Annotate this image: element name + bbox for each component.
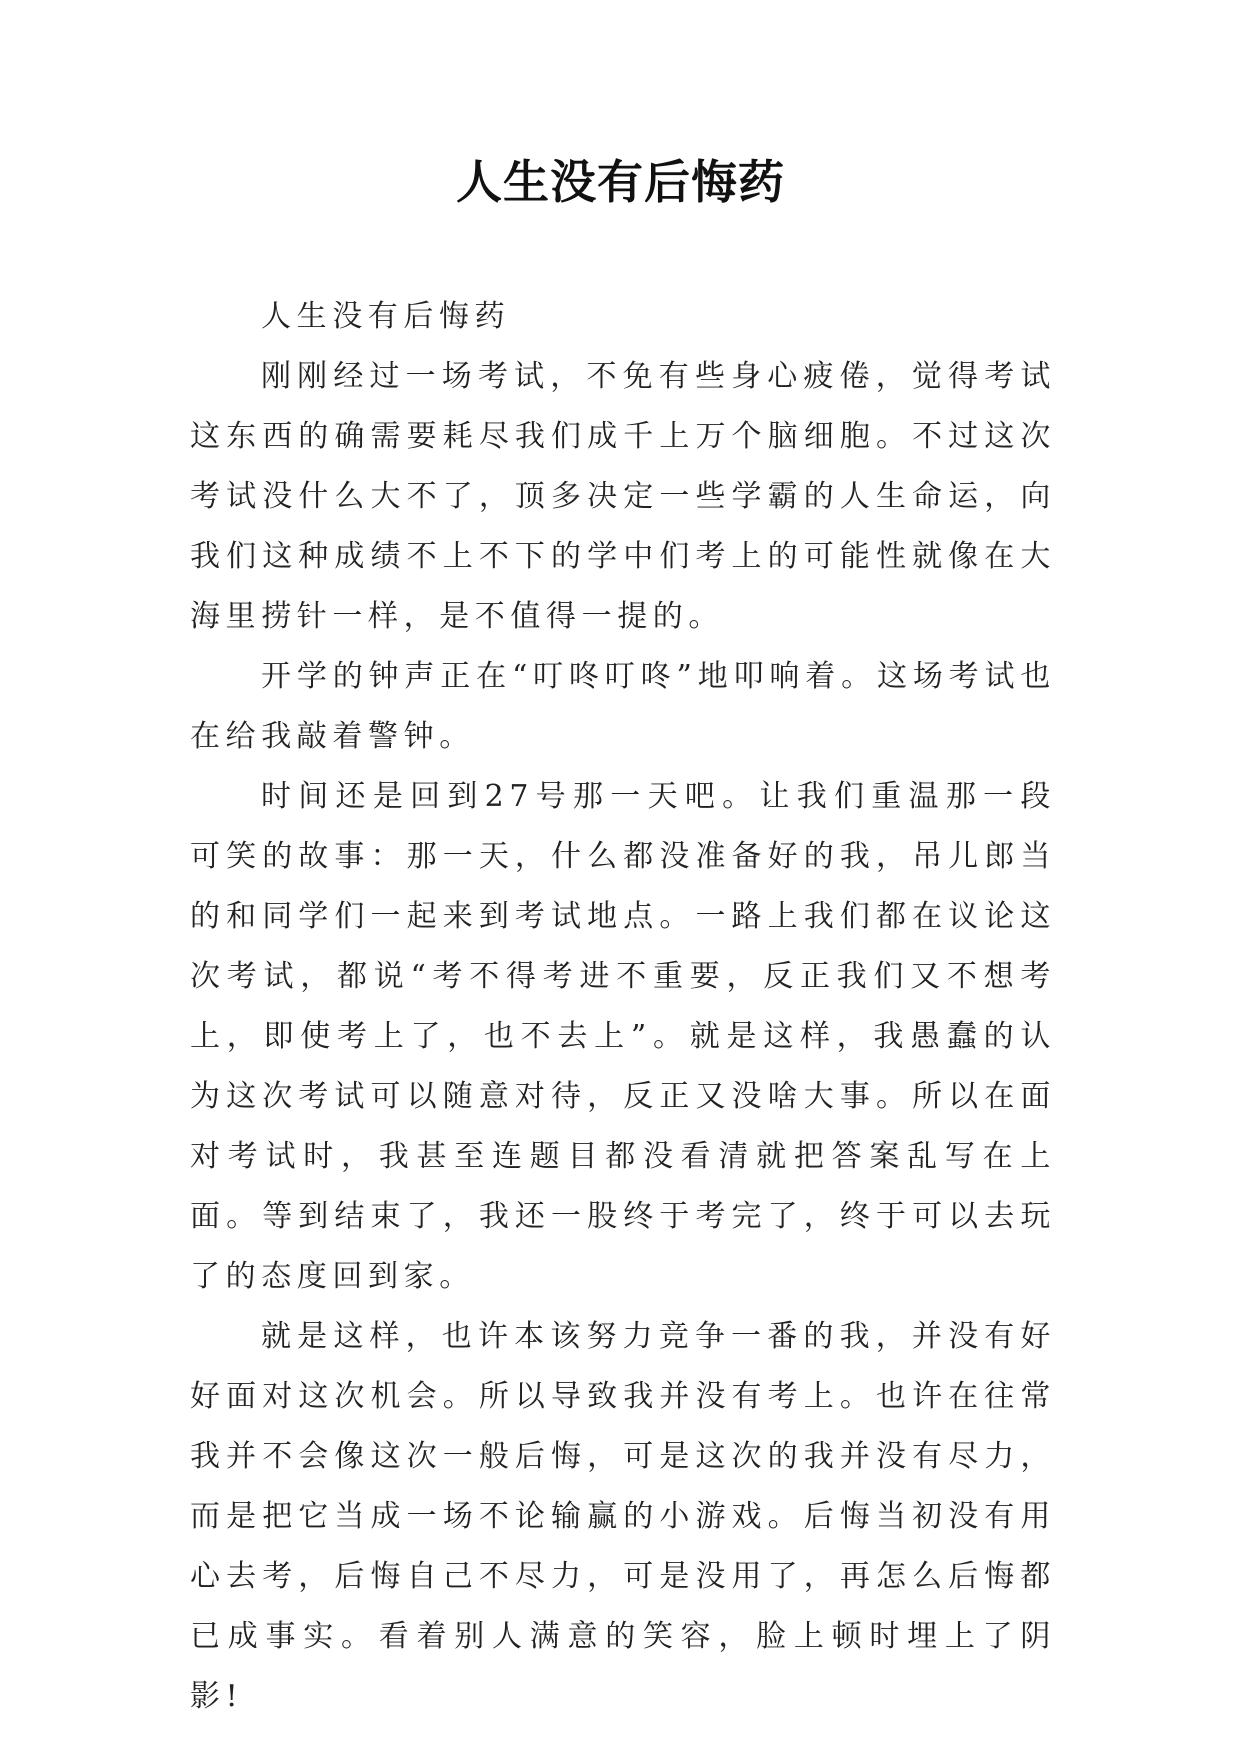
paragraph: 开学的钟声正在“叮咚叮咚”地叩响着。这场考试也在给我敲着警钟。 xyxy=(190,659,1056,754)
paragraph: 就是这样，也许本该努力竞争一番的我，并没有好好面对这次机会。所以导致我并没有考上。也许在往常我并不会像这次一般后悔，可是这次的我并没有尽力，而是把它当成一场不论输赢的小游戏。后悔当初没有用心去考，后悔自己不尽力，可是没用了，再怎么后悔都已成事实。看着别人满意的笑容，脸上顿时埋上了阴影! xyxy=(190,1319,1056,1714)
document-body xyxy=(190,287,1056,1727)
paragraph: 刚刚经过一场考试，不免有些身心疲倦，觉得考试这东西的确需要耗尽我们成千上万个脑细胞。不过这次考试没什么大不了，顶多决定一些学霸的人生命运，向我们这种成绩不上不下的学中们考上的可能性就像在大海里捞针一样，是不值得一提的。 xyxy=(190,359,1056,634)
document-title: 人生没有后悔药 xyxy=(456,155,785,209)
paragraph: 时间还是回到27号那一天吧。让我们重温那一段可笑的故事：那一天，什么都没准备好的我，吊儿郎当的和同学们一起来到考试地点。一路上我们都在议论这次考试，都说“考不得考进不重要，反正我们又不想考上，即使考上了，也不去上”。就是这样，我愚蠢的认为这次考试可以随意对待，反正又没啥大事。所以在面对考试时，我甚至连题目都没看清就把答案乱写在上面。等到结束了，我还一股终于考完了，终于可以去玩了的态度回到家。 xyxy=(190,779,1056,1294)
paragraph-subtitle: 人生没有后悔药 xyxy=(261,299,511,334)
